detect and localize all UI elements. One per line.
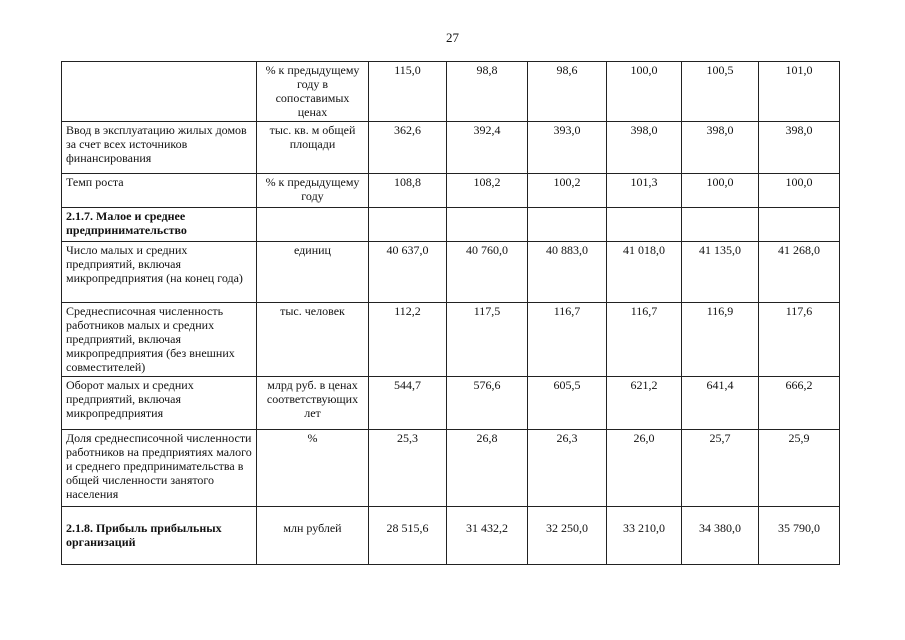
row-unit: тыс. кв. м общей площади [257,122,369,174]
value-cell: 116,7 [528,303,607,377]
row-label: Доля среднесписочной численности работников на предприятиях малого и среднего предпринимательства в общей численности занятого населения [62,430,257,507]
value-cell: 28 515,6 [369,507,447,565]
value-cell: 100,0 [682,174,759,208]
value-cell: 621,2 [607,377,682,430]
value-cell [447,208,528,242]
row-label: Оборот малых и средних предприятий, включая микропредприятия [62,377,257,430]
value-cell [528,208,607,242]
row-unit: % к предыдущему году [257,174,369,208]
section-heading: 2.1.7. Малое и среднее предпринимательство [62,208,257,242]
value-cell: 33 210,0 [607,507,682,565]
table-row [62,377,840,430]
value-cell: 25,9 [759,430,840,507]
value-cell: 34 380,0 [682,507,759,565]
table-row [62,430,840,507]
value-cell: 605,5 [528,377,607,430]
row-unit: единиц [257,242,369,303]
value-cell: 100,0 [759,174,840,208]
value-cell: 31 432,2 [447,507,528,565]
row-label: Среднесписочная численность работников малых и средних предприятий, включая микропредприятия (без внешних совместителей) [62,303,257,377]
value-cell [369,208,447,242]
row-label [62,62,257,122]
row-unit: % [257,430,369,507]
value-cell [607,208,682,242]
value-cell: 116,9 [682,303,759,377]
table-row [62,62,840,122]
value-cell: 41 268,0 [759,242,840,303]
value-cell: 666,2 [759,377,840,430]
value-cell: 398,0 [759,122,840,174]
row-unit [257,208,369,242]
row-unit: тыс. человек [257,303,369,377]
value-cell: 40 883,0 [528,242,607,303]
value-cell: 116,7 [607,303,682,377]
value-cell: 40 637,0 [369,242,447,303]
value-cell: 112,2 [369,303,447,377]
value-cell: 41 135,0 [682,242,759,303]
value-cell: 108,8 [369,174,447,208]
value-cell: 25,3 [369,430,447,507]
value-cell: 35 790,0 [759,507,840,565]
value-cell: 576,6 [447,377,528,430]
value-cell: 544,7 [369,377,447,430]
table-row [62,242,840,303]
row-label: Число малых и средних предприятий, включая микропредприятия (на конец года) [62,242,257,303]
section-heading: 2.1.8. Прибыль прибыльных организаций [62,507,257,565]
row-label: Ввод в эксплуатацию жилых домов за счет всех источников финансирования [62,122,257,174]
value-cell: 392,4 [447,122,528,174]
value-cell: 26,3 [528,430,607,507]
value-cell: 117,6 [759,303,840,377]
indicators-table [61,61,840,565]
value-cell: 101,3 [607,174,682,208]
table-row [62,303,840,377]
value-cell: 393,0 [528,122,607,174]
row-label: Темп роста [62,174,257,208]
value-cell: 117,5 [447,303,528,377]
row-unit: % к предыдущему году в сопоставимых ценах [257,62,369,122]
value-cell: 108,2 [447,174,528,208]
table-row [62,122,840,174]
value-cell: 115,0 [369,62,447,122]
row-unit: млн рублей [257,507,369,565]
value-cell: 641,4 [682,377,759,430]
value-cell: 32 250,0 [528,507,607,565]
value-cell [759,208,840,242]
value-cell: 100,0 [607,62,682,122]
value-cell: 101,0 [759,62,840,122]
value-cell: 40 760,0 [447,242,528,303]
value-cell [682,208,759,242]
value-cell: 100,2 [528,174,607,208]
value-cell: 25,7 [682,430,759,507]
page-number: 27 [446,30,459,45]
value-cell: 398,0 [607,122,682,174]
table-row [62,507,840,565]
table-row [62,208,840,242]
value-cell: 98,6 [528,62,607,122]
value-cell: 26,8 [447,430,528,507]
value-cell: 398,0 [682,122,759,174]
table-row [62,174,840,208]
value-cell: 362,6 [369,122,447,174]
value-cell: 41 018,0 [607,242,682,303]
row-unit: млрд руб. в ценах соответствующих лет [257,377,369,430]
value-cell: 98,8 [447,62,528,122]
value-cell: 100,5 [682,62,759,122]
value-cell: 26,0 [607,430,682,507]
